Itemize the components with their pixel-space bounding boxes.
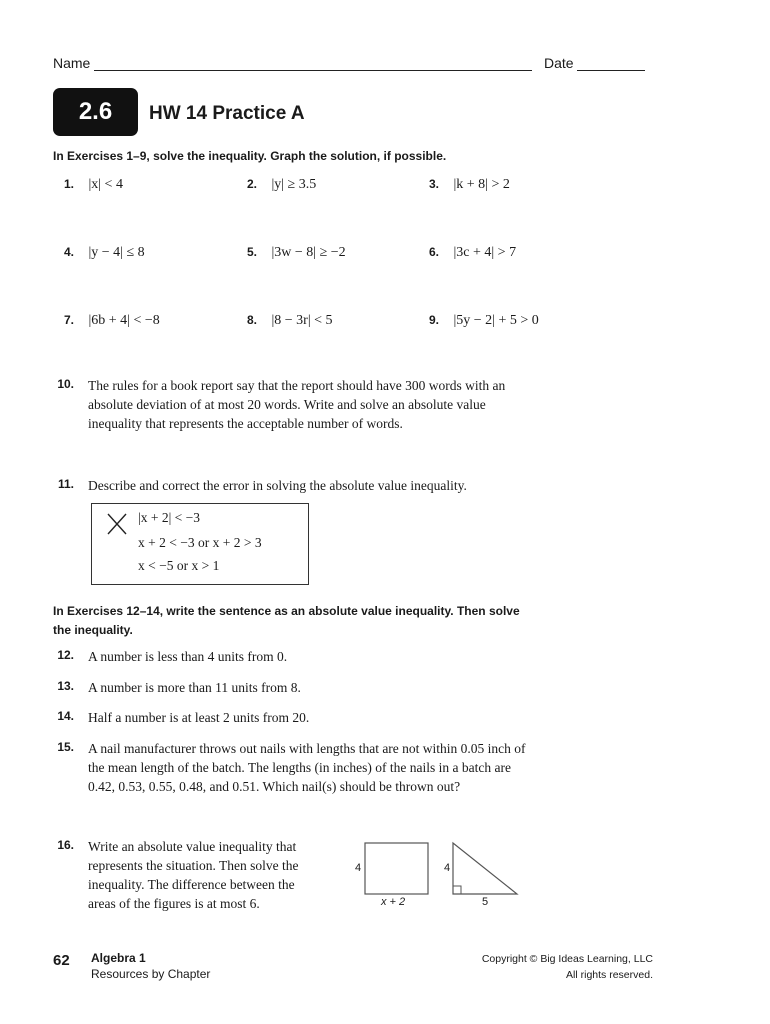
date-label: Date: [544, 55, 574, 71]
book-subtitle: Resources by Chapter: [91, 967, 211, 981]
instructions-1-9: In Exercises 1–9, solve the inequality. Graph the solution, if possible.: [53, 149, 447, 163]
section-number-badge: 2.6: [53, 88, 138, 136]
exercise-text-line: inequality. The difference between the: [88, 877, 295, 892]
error-work-line: x + 2 < −3 or x + 2 > 3: [138, 535, 262, 550]
exercise-number: 6.: [428, 245, 439, 259]
exercise-number: 9.: [428, 313, 439, 327]
error-work-line: |x + 2| < −3: [138, 510, 200, 525]
exercise-text-line: A number is more than 11 units from 8.: [88, 680, 301, 695]
square-base-label: x + 2: [381, 896, 406, 908]
exercise-9: [413, 311, 539, 329]
date-blank[interactable]: [577, 56, 645, 71]
exercise-number: 12.: [57, 648, 74, 662]
triangle-shape: [453, 843, 517, 894]
exercise-number: 3.: [428, 177, 439, 191]
exercise-text-line: 0.42, 0.53, 0.55, 0.48, and 0.51. Which nail(s) should be thrown out?: [88, 779, 461, 794]
exercise-8: [231, 311, 333, 329]
exercise-expression: |x| < 4: [88, 177, 123, 192]
exercise-number: 8.: [246, 313, 257, 327]
exercise-6: [413, 243, 516, 261]
exercise-text-line: inequality that represents the acceptable number of words.: [88, 416, 403, 431]
square-shape: [365, 843, 428, 894]
name-label: Name: [53, 55, 91, 71]
exercise-text-line: absolute deviation of at most 20 words. Write and solve an absolute value: [88, 397, 486, 412]
exercise-text-line: A number is less than 4 units from 0.: [88, 649, 288, 664]
exercise-expression: |3w − 8| ≥ −2: [271, 245, 346, 260]
exercise-number: 11.: [57, 477, 74, 491]
exercise-number: 13.: [57, 679, 74, 693]
instructions-line: In Exercises 12–14, write the sentence as an absolute value inequality. Then solve: [53, 604, 520, 618]
exercise-4: [48, 243, 145, 261]
exercise-2: [231, 175, 316, 193]
exercise-expression: |y − 4| ≤ 8: [88, 245, 145, 260]
exercise-7: [48, 311, 160, 329]
name-blank[interactable]: [94, 56, 532, 71]
exercise-text-line: areas of the figures is at most 6.: [88, 896, 260, 911]
exercise-number: 7.: [63, 313, 74, 327]
exercise-text-line: The rules for a book report say that the report should have 300 words with an: [88, 378, 506, 393]
exercise-number: 16.: [57, 838, 74, 852]
date-field: [544, 55, 645, 71]
exercise-1: [48, 175, 123, 193]
page-title: HW 14 Practice A: [149, 103, 305, 124]
exercise-text-line: represents the situation. Then solve the: [88, 858, 299, 873]
instructions-12-14: [53, 602, 520, 640]
error-work-box: [91, 503, 309, 585]
exercise-number: 15.: [57, 740, 74, 754]
exercise-expression: |6b + 4| < −8: [88, 313, 160, 328]
instructions-line: the inequality.: [53, 623, 133, 637]
error-x-icon: [106, 512, 128, 536]
exercise-3: [413, 175, 510, 193]
copyright-notice: Copyright © Big Ideas Learning, LLC: [481, 953, 653, 965]
triangle-height-label: 4: [444, 862, 451, 874]
exercise-text-line: Describe and correct the error in solving the absolute value inequality.: [88, 478, 467, 493]
exercise-number: 14.: [57, 709, 74, 723]
triangle-base-label: 5: [482, 896, 489, 908]
exercise-number: 4.: [63, 245, 74, 259]
name-field: [53, 55, 532, 71]
exercise-5: [231, 243, 346, 261]
exercise-number: 1.: [63, 177, 74, 191]
page-number: 62: [53, 952, 70, 969]
exercise-number: 5.: [246, 245, 257, 259]
exercise-expression: |k + 8| > 2: [453, 177, 510, 192]
figures-shapes: [350, 836, 530, 906]
exercise-expression: |y| ≥ 3.5: [271, 177, 317, 192]
book-title: Algebra 1: [91, 951, 146, 965]
error-work-line: x < −5 or x > 1: [138, 558, 220, 573]
square-side-label: 4: [355, 862, 362, 874]
right-angle-marker: [453, 886, 461, 894]
exercise-expression: |3c + 4| > 7: [453, 245, 517, 260]
exercise-text-line: A nail manufacturer throws out nails with lengths that are not within 0.05 inch of: [88, 741, 526, 756]
exercise-number: 10.: [57, 377, 74, 391]
exercise-text-line: Write an absolute value inequality that: [88, 839, 297, 854]
rights-notice: All rights reserved.: [566, 969, 653, 981]
exercise-expression: |5y − 2| + 5 > 0: [453, 313, 539, 328]
exercise-text-line: Half a number is at least 2 units from 20.: [88, 710, 310, 725]
exercise-16-figures: [350, 836, 530, 916]
exercise-number: 2.: [246, 177, 257, 191]
exercise-expression: |8 − 3r| < 5: [271, 313, 333, 328]
exercise-text-line: the mean length of the batch. The lengths (in inches) of the nails in a batch are: [88, 760, 511, 775]
